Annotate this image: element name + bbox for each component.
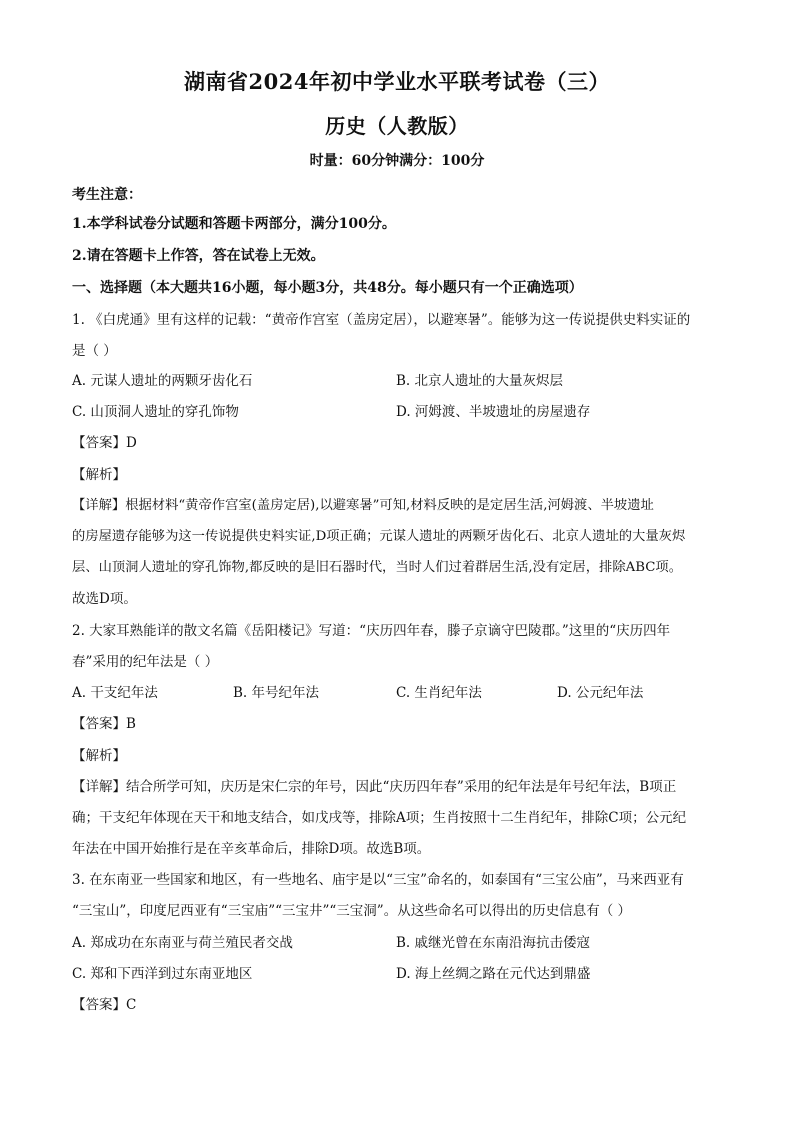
- q1-stem-line-1: 1. 《白虎通》里有这样的记载：“黄帝作宫室（盖房定居），以避寒暑”。能够为这一传说提供史料实证的: [72, 312, 691, 328]
- answer-value: B: [126, 716, 136, 732]
- q2-detail-line-2: 确；干支纪年体现在天干和地支结合，如戊戌等，排除A项；生肖按照十二生肖纪年，排除C项；公元纪: [72, 810, 687, 826]
- detail-text: 结合所学可知，庆历是宋仁宗的年号，因此“庆历四年春”采用的纪年法是年号纪年法，B项正: [126, 779, 677, 795]
- notice-item-2: 2.请在答题卡上作答，答在试卷上无效。: [72, 248, 325, 264]
- q3-stem-line-2: “三宝山”，印度尼西亚有“三宝庙”“三宝井”“三宝洞”。从这些命名可以得出的历史信息有（ ）: [72, 903, 632, 919]
- q2-detail-line-1: [72, 775, 732, 795]
- answer-value: C: [126, 997, 137, 1013]
- exam-title: 湖南省2024年初中学业水平联考试卷（三）: [184, 69, 610, 94]
- answer-tag: 【答案】: [72, 716, 126, 732]
- answer-tag: 【答案】: [72, 997, 126, 1013]
- q2-option-d: D. 公元纪年法: [557, 685, 644, 701]
- q2-analysis-tag: 【解析】: [72, 748, 126, 764]
- q1-option-b: B. 北京人遗址的大量灰烬层: [396, 373, 564, 389]
- q1-detail-line-2: 的房屋遗存能够为这一传说提供史料实证,D项正确；元谋人遗址的两颗牙齿化石、北京人遗址的大量灰烬: [72, 529, 686, 544]
- section-heading: 一、选择题（本大题共16小题，每小题3分，共48分。每小题只有一个正确选项）: [72, 280, 583, 296]
- q3-answer: [72, 993, 732, 1013]
- q1-stem-line-2: 是（ ）: [72, 343, 117, 359]
- exam-subtitle: 历史（人教版）: [325, 114, 469, 138]
- q2-option-c: C. 生肖纪年法: [396, 685, 482, 701]
- answer-value: D: [126, 435, 137, 451]
- detail-tag: 【详解】: [72, 779, 126, 795]
- notice-heading: 考生注意：: [72, 187, 142, 203]
- q3-option-b: B. 戚继光曾在东南沿海抗击倭寇: [396, 935, 591, 951]
- q3-option-c: C. 郑和下西洋到过东南亚地区: [72, 966, 253, 982]
- notice-item-1: 1.本学科试卷分试题和答题卡两部分，满分100分。: [72, 216, 396, 232]
- q1-analysis-tag: 【解析】: [72, 467, 126, 483]
- answer-tag: 【答案】: [72, 435, 126, 451]
- q2-stem-line-1: 2. 大家耳熟能详的散文名篇《岳阳楼记》写道：“庆历四年春，滕子京谪守巴陵郡。”这里的“庆历四年: [72, 623, 671, 639]
- q1-detail-line-3: 层、山顶洞人遗址的穿孔饰物,都反映的是旧石器时代，当时人们过着群居生活,没有定居，排除ABC项。: [72, 560, 683, 575]
- detail-text: 根据材料“黄帝作宫室(盖房定居),以避寒暑”可知,材料反映的是定居生活,河姆渡、半坡遗址: [125, 498, 654, 513]
- detail-tag: 【详解】: [72, 498, 126, 513]
- q3-option-d: D. 海上丝绸之路在元代达到鼎盛: [396, 966, 591, 982]
- q1-answer: [72, 431, 732, 451]
- q1-detail-line-4: 故选D项。: [72, 591, 137, 607]
- q1-option-a: A. 元谋人遗址的两颗牙齿化石: [72, 373, 253, 389]
- q2-detail-line-3: 年法在中国开始推行是在辛亥革命后，排除D项。故选B项。: [72, 841, 431, 857]
- q2-option-a: A. 干支纪年法: [72, 685, 158, 701]
- q1-option-c: C. 山顶洞人遗址的穿孔饰物: [72, 404, 239, 420]
- time-info: 时量：60分钟满分：100分: [309, 153, 485, 169]
- q2-answer: [72, 712, 732, 732]
- q1-option-d: D. 河姆渡、半坡遗址的房屋遗存: [396, 404, 591, 420]
- q3-option-a: A. 郑成功在东南亚与荷兰殖民者交战: [72, 935, 293, 951]
- q3-stem-line-1: 3. 在东南亚一些国家和地区，有一些地名、庙宇是以“三宝”命名的，如泰国有“三宝公庙”，马来西亚有: [72, 872, 684, 888]
- q2-option-b: B. 年号纪年法: [233, 685, 320, 701]
- q2-stem-line-2: 春”采用的纪年法是（ ）: [72, 654, 219, 670]
- q1-detail-line-1: [72, 494, 732, 513]
